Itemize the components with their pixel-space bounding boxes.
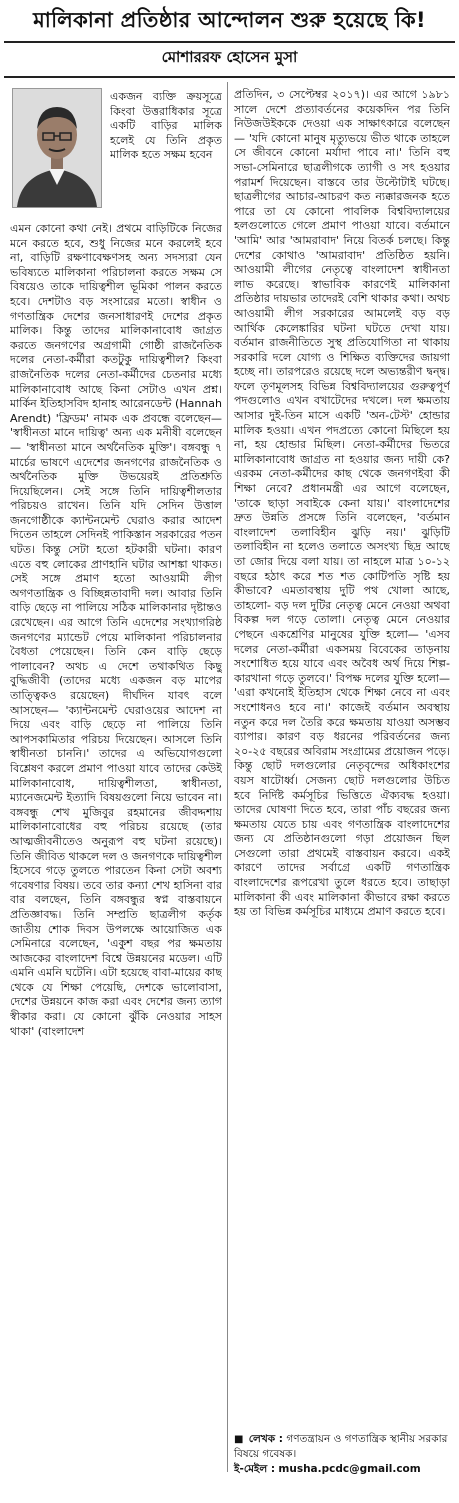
email-label: ই-মেইল :: [234, 1463, 276, 1475]
author-description: গণতন্ত্রায়ন ও গণতান্ত্রিক স্থানীয় সরকার বিষয়ে গবেষক।: [234, 1433, 448, 1460]
portrait-illustration: [13, 89, 101, 207]
article-column-1-top: [110, 90, 222, 222]
headline: মালিকানা প্রতিষ্ঠার আন্দোলন শুরু হয়েছে কি!: [33, 8, 426, 32]
author-label: লেখক :: [248, 1433, 283, 1445]
email-line: [234, 1462, 452, 1477]
article-column-2: [234, 88, 450, 1430]
column-separator: [227, 82, 228, 1472]
divider-rule: [4, 76, 455, 78]
paragraph: প্রতিদিন, ৩ সেপ্টেম্বর ২০১৭)। এর আগে ১৯৮১ সালে দেশে প্রত্যাবর্তনের কয়েকদিন পর তিনি নিউজউইককে দেওয়া এক সাক্ষাৎকারে বলেছেন— 'যদি কোনো মানুষ মৃত্যুভয়ে ভীত থাকে তাহলে সে জীবনে কোনো মর্যাদা পাবে না।' তিনি বহু সভা-সেমিনারে ছাত্রলীগকে ত্যাগী ও সৎ হওয়ার পরামর্শ দিয়েছেন। বাস্তবে তার উল্টোটাই ঘটছে। ছাত্রলীগের আচার-আচরণ কত ন্যক্কারজনক হতে পারে তা যে কোনো পাবলিক বিশ্ববিদ্যালয়ের হলগুলোতে গেলে প্রমাণ পাওয়া যাবে। বর্তমানে 'আমি' আর 'আমরাবাদ' নিয়ে বিতর্ক চলছে। কিন্তু দেশের কোথাও 'আমরাবাদ' প্রতিষ্ঠিত হয়নি। আওয়ামী লীগের নেতৃত্বে বাংলাদেশ স্বাধীনতা লাভ করেছে। স্বাভাবিক কারণেই মালিকানা প্রতিষ্ঠার দায়ভার তাদেরই বেশি থাকার কথা। অথচ আওয়ামী লীগ সরকারের আমলেই বড় বড় আর্থিক কেলেঙ্কারির ঘটনা ঘটতে দেখা যায়। বর্তমান রাজনীতিতে সুস্থ প্রতিযোগিতা না থাকায় সরকারি দলে যোগ্য ও শিক্ষিত ব্যক্তিদের জায়গা হচ্ছে না। তারপরেও রয়েছে দলে অভ্যন্তরীণ দ্বন্দ্ব। ফলে তৃণমূলসহ বিভিন্ন বিশ্ববিদ্যালয়ের গুরুত্বপূর্ণ পদগুলোও এখন বখাটেদের দখলে। দল ক্ষমতায় আসার দুই-তিন মাসে একটি 'অন-টেস্ট' হোন্ডার মালিক হওয়া। এখন পদপ্রত্যে কোনো মিছিলে হয় না, হয় হোন্ডার মিছিল। নেতা-কর্মীদের ভিতরে মালিকানাবোধ জাগ্রত না হওয়ার জন্য দায়ী কে? এরকম নেতা-কর্মীদের কাছ থেকে জনগণইবা কী শিক্ষা নেবে? প্রধানমন্ত্রী এর আগে বলেছেন, 'তাকে ছাড়া সবাইকে কেনা যায়।' বাংলাদেশের দ্রুত উন্নতি প্রসঙ্গে তিনি বলেছেন, 'বর্তমান বাংলাদেশ তলাবিহীন ঝুড়ি নয়।' ঝুড়িটি তলাবিহীন না হলেও তলাতে অসংখ্য ছিদ্র আছে তা জোর দিয়ে বলা যায়। তা নাহলে মাত্র ১০-১২ বছরে হঠাৎ করে শত শত কোটিপতি সৃষ্টি হয় কীভাবে? এমতাবস্থায় দুটি পথ খোলা আছে, তাহলো- বড় দল দুটির নেতৃত্ব মেনে নেওয়া অথবা বিকল্প দল গড়ে তোলা। নেতৃত্ব মেনে নেওয়ার পেছনে একশ্রেণির মানুষের যুক্তি হলো— 'এসব দলের নেতা-কর্মীরা একসময় বিবেকের তাড়নায় সংশোধিত হয়ে যাবে এবং অবৈধ অর্থ দিয়ে শিল্প-কারখানা গড়ে তুলবে।' বিপক্ষ দলের যুক্তি হলো— 'এরা কখনোই ইতিহাস থেকে শিক্ষা নেবে না এবং সংশোধনও হবে না।' কাজেই বর্তমান অবস্থায় নতুন করে দল তৈরি করে ক্ষমতায় যাওয়া অসম্ভব ব্যাপার। কারণ বড় ধরনের পরিবর্তনের জন্য ২০-২৫ বছরের অবিরাম সংগ্রামের প্রয়োজন পড়ে। কিন্তু ছোট দলগুলোর নেতৃবৃন্দের অধিকাংশের বয়স ষাটোর্ধ্ব। সেজন্য ছোট দলগুলোর উচিত হবে নির্দিষ্ট কর্মসূচির ভিত্তিতে ঐক্যবদ্ধ হওয়া। তাদের ঘোষণা দিতে হবে, তারা পাঁচ বছরের জন্য ক্ষমতায় যেতে চায় এবং গণতান্ত্রিক বাংলাদেশের জন্য যে প্রতিষ্ঠানগুলো গড়া প্রয়োজন ছিল সেগুলো তারা প্রথমেই বাস্তবায়ন করবে। একই কারণে তাদের সর্বাগ্রে একটি গণতান্ত্রিক বাংলাদেশের রূপরেখা তুলে ধরতে হবে। তাছাড়া মালিকানা কী এবং মালিকানা কীভাবে রক্ষা করতে হয় তা বিভিন্ন কর্মসূচির মাধ্যমে প্রমাণ করতে হবে।: [234, 88, 450, 919]
square-bullet-icon: ■: [234, 1434, 244, 1445]
email-link[interactable]: musha.pcdc@gmail.com: [278, 1463, 421, 1475]
article-column-1: [10, 222, 222, 1472]
paragraph: একজন ব্যক্তি ক্রয়সূত্রে কিংবা উত্তরাধিকার সূত্রে একটি বাড়ির মালিক হলেই যে তিনি প্রকৃত মালিক হতে সক্ষম হবেন: [110, 90, 222, 162]
author-note: [234, 1432, 452, 1462]
author-footer: [234, 1432, 452, 1477]
paragraph: এমন কোনো কথা নেই। প্রথমে বাড়িটিকে নিজের মনে করতে হবে, শুধু নিজের মনে করলেই হবে না, বাড়িটি রক্ষণাবেক্ষণসহ অন্য সদস্যরা যেন ভবিষ্যতে মালিকানা পরিচালনা করতে সক্ষম সে বিষয়েও তাকে দায়িত্বশীল ভূমিকা পালন করতে হবে। দেশটাও বড় সংসারের মতো। স্বাধীন ও গণতান্ত্রিক দেশের জনসাধারণই দেশের প্রকৃত মালিক। কিন্তু তাদের মালিকানাবোধ জাগ্রত করতে জনগণের অগ্রগামী গোষ্ঠী রাজনৈতিক দলের নেতা-কর্মীরা কতটুকু দায়িত্বশীল? কিংবা রাজনৈতিক দলের নেতা-কর্মীদের চেতনার মধ্যে মালিকানাবোধ আছে কিনা সেটাও এখন প্রশ্ন। মার্কিন ইতিহাসবিদ হানাহ আরেনডেন্ট (Hannah Arendt) 'ফ্রিডম' নামক এক প্রবন্ধে বলেছেন— 'স্বাধীনতা মানে দায়িত্ব' অন্য এক মনীষী বলেছেন— 'স্বাধীনতা মানে অর্থনৈতিক মুক্তি'। বঙ্গবন্ধু ৭ মার্চের ভাষণে এদেশের জনগণের রাজনৈতিক ও অর্থনৈতিক মুক্তি উভয়েরই প্রতিশ্রুতি দিয়েছিলেন। সেই সঙ্গে তিনি দায়িত্বশীলতার পরিচয়ও রাখেন। তিনি যদি সেদিন উত্তাল জনগোষ্ঠীকে ক্যান্টনমেন্ট ঘেরাও করার আদেশ দিতেন তাহলে সেদিনই পাকিস্তান সরকারের পতন ঘটত। কিন্তু সেটা হতো হটকারী ঘটনা। কারণ এতে বহু লোকের প্রাণহানি ঘটার আশঙ্কা থাকত। সেই সঙ্গে প্রমাণ হতো আওয়ামী লীগ অগণতান্ত্রিক ও বিচ্ছিন্নতাবাদী দল। আবার তিনি বাড়ি ছেড়ে না পালিয়ে সঠিক মালিকানার দৃষ্টান্তও রেখেছেন। এর আগে তিনি এদেশের সংখ্যাগরিষ্ঠ জনগণের ম্যান্ডেট পেয়ে মালিকানা পরিচালনার বৈধতা পেয়েছেন। তিনি কেন বাড়ি ছেড়ে পালাবেন? অথচ এ দেশে তথাকথিত কিছু বুদ্ধিজীবী (তাদের মধ্যে একজন বড় মাপের তাত্ত্বিকও রয়েছেন) দীর্ঘদিন যাবৎ বলে আসছেন— 'ক্যান্টনমেন্ট ঘেরাওয়ের আদেশ না দিয়ে এবং বাড়ি ছেড়ে না পালিয়ে তিনি আপসকামিতার পরিচয় দিয়েছেন। আসলে তিনি স্বাধীনতা চাননি।' তাদের এ অভিযোগগুলো বিশ্লেষণ করলে প্রমাণ পাওয়া যাবে তাদের কেউই মালিকানাবোধ, দায়িত্বশীলতা, স্বাধীনতা, ম্যানেজমেন্ট ইত্যাদি বিষয়গুলো নিয়ে ভাবেন না। বঙ্গবন্ধু শেখ মুজিবুর রহমানের জীবদ্দশায় মালিকানাবোধের বহু পরিচয় রয়েছে (তার আত্মজীবনীতেও অনুরূপ বহু ঘটনা রয়েছে)। তিনি জীবিত থাকলে দল ও জনগণকে দায়িত্বশীল হিসেবে গড়ে তুলতে পারতেন কিনা সেটা অবশ্য গবেষণার বিষয়। তবে তার কন্যা শেখ হাসিনা বার বার বলছেন, তিনি বঙ্গবন্ধুর স্বপ্ন বাস্তবায়নে প্রতিজ্ঞাবদ্ধ। তিনি সম্প্রতি ছাত্রলীগ কর্তৃক জাতীয় শোক দিবস উপলক্ষে আয়োজিত এক সেমিনারে বলেছেন, 'একুশ বছর পর ক্ষমতায় আজকের বাংলাদেশ বিশ্বে উন্নয়নের মডেল। এটি এমনি এমনি ঘটেনি। এটা হয়েছে বাবা-মায়ের কাছ থেকে যে শিক্ষা পেয়েছি, দেশকে ভালোবাসা, দেশের উন্নয়নে কাজ করা এবং দেশের জন্য ত্যাগ স্বীকার করা। যে কোনো ঝুঁকি নেওয়ার সাহস থাকা' (বাংলাদেশ: [10, 222, 222, 1038]
byline: মোশাররফ হোসেন মুসা: [161, 48, 298, 66]
author-photo: [12, 88, 102, 208]
